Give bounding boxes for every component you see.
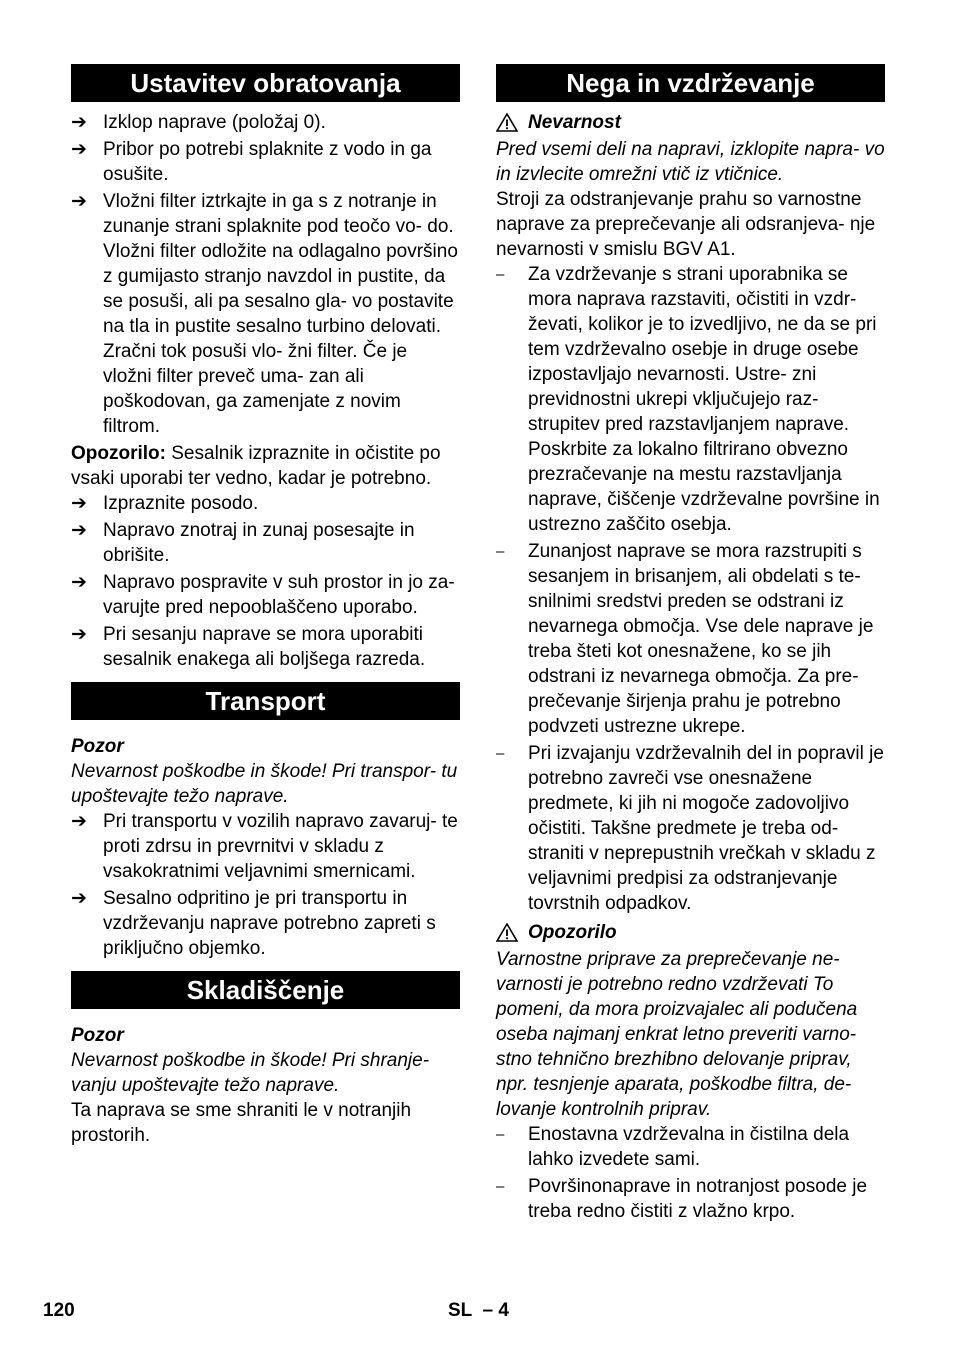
- list-item: – Za vzdrževanje s strani uporabnika se mora naprava razstaviti, očistiti in vzdr- ževati, kolikor je to izvedljivo, ne da se pri tem vzdrževalno osebje in druge osebe izpostavljajo nevarnosti. Ustre- zni previdnostni ukrepi vključujejo raz- strupitev pred razstavljanjem naprave. Poskrbite za lokalno filtrirano obvezno prezračevanje na mestu razstavljanja naprave, čiščenje vzdrževalne površine in ustrezno zaščito osebja.: [496, 264, 880, 535]
- caution-label: Pozor: [71, 1025, 124, 1046]
- heading-transport: Transport: [71, 682, 460, 720]
- dash-icon: –: [496, 745, 505, 762]
- list-item: – Enostavna vzdrževalna in čistilna dela lahko izvedete sami.: [496, 1124, 850, 1170]
- list-item: ➔ Pri sesanju naprave se mora uporabiti sesalnik enakega ali boljšega razreda.: [71, 624, 426, 670]
- list-item: ➔ Pribor po potrebi splaknite z vodo in ga osušite.: [71, 139, 432, 185]
- dash-icon: –: [496, 1178, 505, 1195]
- caution-text: Nevarnost poškodbe in škode! Pri shranje- vanju upoštevajte težo naprave.: [71, 1050, 430, 1096]
- list-item: – Pri izvajanju vzdrževalnih del in popravil je potrebno zavreči vse onesnažene predmete, ki jih ni mogoče zadovoljivo očistiti. Takšne predmete je treba od- straniti v neprepustnih vrečkah v skladu z veljavnimi predpisi za odstranjevanje tovrstnih odpadkov.: [496, 743, 884, 914]
- storage-text: Ta naprava se sme shraniti le v notranjih prostorih.: [71, 1100, 412, 1146]
- dash-icon: –: [496, 266, 505, 283]
- right-column: [496, 64, 885, 1226]
- language-page-label: SL – 4: [448, 1300, 509, 1321]
- list-item: – Površinonaprave in notranjost posode je treba redno čistiti z vlažno krpo.: [496, 1176, 868, 1222]
- list-item: ➔ Napravo znotraj in zunaj posesajte in obrišite.: [71, 520, 415, 566]
- dash-icon: –: [496, 543, 505, 560]
- warning-triangle-icon: [496, 923, 518, 942]
- arrow-icon: ➔: [71, 811, 87, 832]
- note-paragraph: Opozorilo: Sesalnik izpraznite in očistite po vsaki uporabi ter vedno, kadar je potrebno.: [71, 443, 441, 489]
- arrow-icon: ➔: [71, 888, 87, 909]
- list-item: ➔ Pri transportu v vozilih napravo zavaruj- te proti zdrsu in prevrnitvi v skladu z vsakokratnimi veljavnimi smernicami.: [71, 811, 458, 882]
- caution-label: Pozor: [71, 736, 124, 757]
- dash-icon: –: [496, 1126, 505, 1143]
- danger-heading: Nevarnost: [496, 110, 885, 135]
- heading-nega: Nega in vzdrževanje: [496, 64, 885, 102]
- arrow-icon: ➔: [71, 624, 87, 645]
- arrow-icon: ➔: [71, 112, 87, 133]
- list-item: – Zunanjost naprave se mora razstrupiti s sesanjem in brisanjem, ali obdelati s te- snilnimi sredstvi preden se odstrani iz nevarnega območja. Vse dele naprave je treba šteti kot onesnažene, ko se jih odstrani iz nevarnega območja. Za pre- prečevanje širjenja prahu je potrebno podvzeti ustrezne ukrepe.: [496, 541, 874, 737]
- arrow-icon: ➔: [71, 139, 87, 160]
- warning-triangle-icon: [496, 113, 518, 132]
- warning-text: Varnostne priprave za preprečevanje ne- varnosti je potrebno redno vzdrževati To pomeni, da mora proizvajalec ali podučena oseba najmanj enkrat letno preveriti varno- stno tehnično brezhibno delovanje priprav, npr. tesnjenje aparata, poškodbe filtra, de- lovanje kontrolnih priprav.: [496, 949, 858, 1120]
- list-item: ➔ Napravo pospravite v suh prostor in jo za- varujte pred nepooblaščeno uporabo.: [71, 572, 455, 618]
- page-number: 120: [43, 1300, 75, 1321]
- left-column: [71, 64, 460, 1148]
- list-item: ➔ Vložni filter iztrkajte in ga s z notranje in zunanje strani splaknite pod teočo vo- do. Vložni filter odložite na odlagalno površino z gumijasto stranjo navzdol in pustite, da se posuši, ali pa sesalno gla- vo postavite na tla in pustite sesalno turbino delovati. Zračni tok posuši vlo- žni filter. Če je vložni filter preveč uma- zan ali poškodovan, ga zamenjate z novim filtrom.: [71, 191, 458, 437]
- arrow-icon: ➔: [71, 493, 87, 514]
- list-item: ➔ Izpraznite posodo.: [71, 493, 259, 514]
- heading-skladiscenje: Skladiščenje: [71, 971, 460, 1009]
- arrow-icon: ➔: [71, 191, 87, 212]
- arrow-icon: ➔: [71, 572, 87, 593]
- list-item: ➔ Izklop naprave (položaj 0).: [71, 112, 326, 133]
- list-item: ➔ Sesalno odpritino je pri transportu in vzdrževanju naprave potrebno zapreti s priključno objemko.: [71, 888, 436, 959]
- heading-ustavitev: Ustavitev obratovanja: [71, 64, 460, 102]
- arrow-icon: ➔: [71, 520, 87, 541]
- warning-heading: Opozorilo: [496, 920, 885, 945]
- danger-text: Pred vsemi deli na napravi, izklopite napra- vo in izvlecite omrežni vtič iz vtičnice.: [496, 139, 885, 185]
- danger-info: Stroji za odstranjevanje prahu so varnostne naprave za preprečevanje ali odsranjeva- nje nevarnosti v smislu BGV A1.: [496, 189, 876, 260]
- caution-text: Nevarnost poškodbe in škode! Pri transpor- tu upoštevajte težo naprave.: [71, 761, 458, 807]
